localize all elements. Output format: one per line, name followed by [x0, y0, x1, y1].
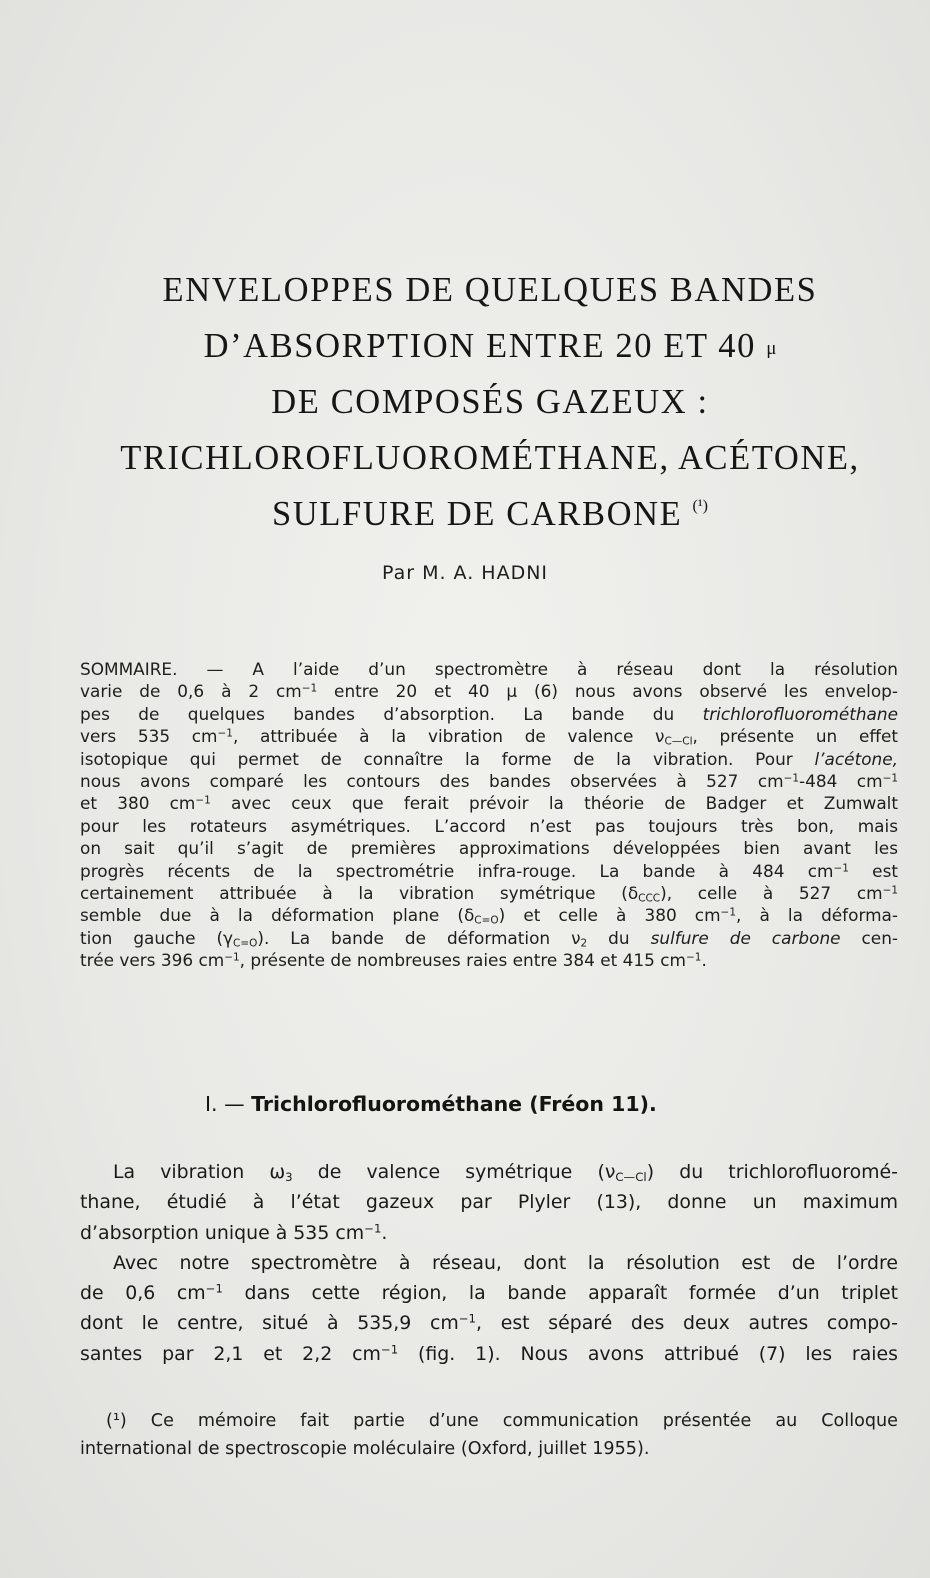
title-line-1: ENVELOPPES DE QUELQUES BANDES — [162, 271, 818, 309]
summary-abstract — [80, 658, 898, 972]
paragraph-line: Avec notre spectromètre à réseau, dont la résolution est de l’ordre — [113, 1251, 898, 1274]
footnote-line: international de spectroscopie moléculaire (Oxford, juillet 1955). — [80, 1439, 650, 1459]
body-text — [80, 1157, 898, 1369]
summary-line: trée vers 396 $cm^{-1}$, présente de nombreuses raies entre 384 et 415 $cm^{-1}$. — [80, 950, 707, 971]
summary-line: pour les rotateurs asymétriques. L’accord n’est pas toujours très bon, mais — [80, 815, 898, 836]
title-line-2: D’ABSORPTION ENTRE 20 ET 40 $^\mu$ — [203, 327, 777, 365]
summary-line: nous avons comparé les contours des bandes observées à 527 $cm^{-1}-484$ $cm^{-1}$ — [80, 771, 898, 792]
summary-line: SOMMAIRE. — A l’aide d’un spectromètre à réseau dont la résolution — [80, 659, 898, 679]
paragraph-line: thane, étudié à l’état gazeux par Plyler (13), donne un maximum — [80, 1191, 898, 1214]
summary-line: varie de 0,6 à 2 $cm^{-1}$ entre 20 et 40 μ (6) nous avons observé les envelop- — [80, 681, 898, 702]
summary-line: et 380 $cm^{-1}$ avec ceux que ferait prévoir la théorie de Badger et Zumwalt — [80, 793, 898, 814]
mu-symbol: μ — [766, 338, 777, 360]
summary-line: vers 535 $cm^{-1}$, attribuée à la vibration de valence $\nu_{C—Cl}$, présente un effet — [80, 726, 898, 748]
title-line-4: TRICHLOROFLUOROMÉTHANE, ACÉTONE, — [120, 439, 860, 477]
summary-line: tion gauche $(\gamma_{C=O})$. La bande de déformation $\nu_2$ du sulfure de carbone cen- — [80, 927, 898, 950]
summary-line: pes de quelques bandes d’absorption. La bande du trichlorofluorométhane — [80, 703, 898, 724]
summary-line: certainement attribuée à la vibration symétrique $(\delta_{CCC})$, celle à 527 $cm^{-1}$ — [80, 883, 898, 905]
section-heading — [205, 1092, 657, 1116]
paragraph-line: de 0,6 $cm^{-1}$ dans cette région, la bande apparaît formée d’un triplet — [80, 1281, 898, 1305]
summary-line: isotopique qui permet de connaître la forme de la vibration. Pour l’acétone, — [80, 748, 898, 769]
section-number: I. — — [205, 1092, 252, 1116]
summary-line: semble due à la déformation plane $(\delta_{C=O})$ et celle à 380 $cm^{-1}$, à la déforma- — [80, 905, 899, 928]
section-title: Trichlorofluorométhane (Fréon 11). — [251, 1092, 657, 1116]
paragraph-line: La vibration $\omega_3$ de valence symétrique $(\nu_{C—Cl})$ du trichlorofluoromé- — [113, 1161, 898, 1184]
footnote-line: (¹) Ce mémoire fait partie d’une communication présentée au Colloque — [106, 1411, 898, 1431]
article-title — [80, 262, 900, 542]
footnote-marker: (¹) — [692, 497, 708, 515]
paragraph-line: santes par 2,1 et 2,2 $cm^{-1}$ (fig. 1). Nous avons attribué (7) les raies — [80, 1342, 898, 1365]
summary-line: on sait qu’il s’agit de premières approximations développées bien avant les — [80, 838, 898, 859]
paragraph-line: d’absorption unique à 535 $cm^{-1}$. — [80, 1221, 388, 1244]
summary-line: progrès récents de la spectrométrie infra-rouge. La bande à 484 $cm^{-1}$ est — [80, 860, 898, 881]
title-line-5: SULFURE DE CARBONE $^{(^1)}$ — [272, 495, 708, 533]
paragraph-line: dont le centre, situé à 535,9 $cm^{-1}$, est séparé des deux autres compo- — [80, 1312, 898, 1335]
title-line-3: DE COMPOSÉS GAZEUX : — [271, 383, 709, 421]
footnote — [80, 1407, 898, 1463]
author-byline: Par M. A. HADNI — [381, 562, 549, 584]
